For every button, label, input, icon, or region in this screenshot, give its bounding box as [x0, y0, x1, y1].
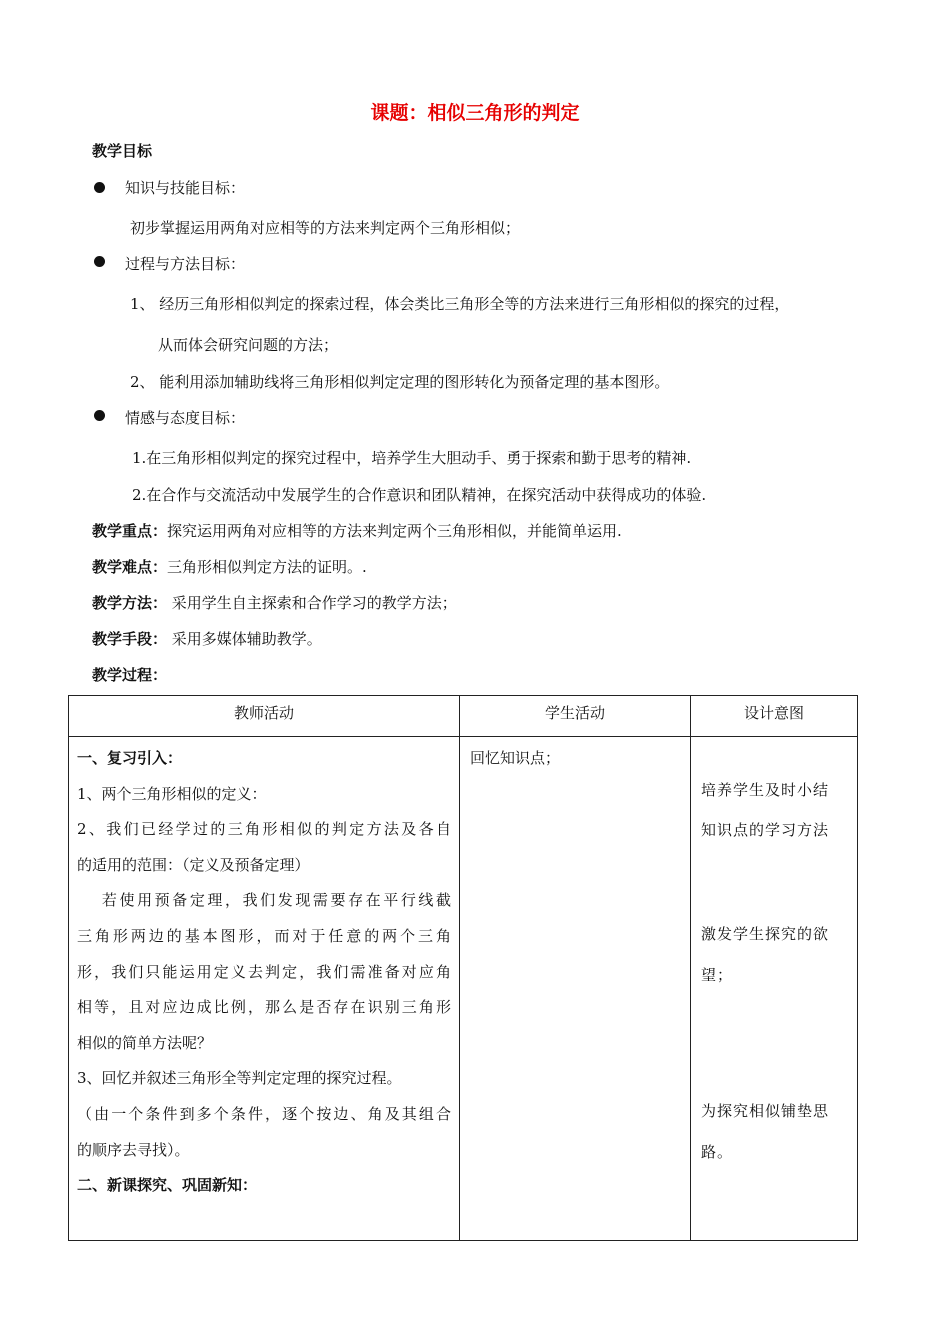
- teacher-line: 2、我们已经学过的三角形相似的判定方法及各自: [77, 820, 451, 839]
- method-text: 采用学生自主探索和合作学习的教学方法；: [167, 594, 457, 612]
- method: [92, 592, 457, 613]
- key-point-text: 探究运用两角对应相等的方法来判定两个三角形相似，并能简单运用.: [167, 522, 622, 540]
- objective-item: 初步掌握运用两角对应相等的方法来判定两个三角形相似；: [130, 219, 521, 237]
- difficulty: [92, 556, 367, 577]
- page-title: 课题：相似三角形的判定: [370, 102, 580, 124]
- teacher-line: 相似的简单方法呢？: [77, 1033, 213, 1052]
- teacher-line: 形，我们只能运用定义去判定，我们需准备对应角: [77, 962, 451, 981]
- teacher-line: 的适用的范围：（定义及预备定理）: [77, 855, 310, 874]
- design-note: 知识点的学习方法: [701, 821, 830, 839]
- key-point-label: 教学重点：: [92, 522, 168, 540]
- teacher-line: 3、回忆并叙述三角形全等判定定理的探究过程。: [77, 1069, 402, 1088]
- objective-label-attitude: 情感与态度目标：: [125, 409, 246, 427]
- teacher-activity-cell: [69, 737, 460, 1241]
- design-note: 培养学生及时小结: [701, 781, 830, 799]
- objective-item: 1.在三角形相似判定的探究过程中，培养学生大胆动手、勇于探索和勤于思考的精神.: [132, 449, 692, 467]
- design-intent-cell: [691, 737, 858, 1241]
- teacher-line: （由一个条件到多个条件，逐个按边、角及其组合: [77, 1104, 451, 1123]
- teacher-line: 三角形两边的基本图形，而对于任意的两个三角: [77, 926, 451, 945]
- header-teacher: 教师活动: [69, 696, 460, 737]
- process-heading: 教学过程：: [92, 666, 168, 684]
- objective-label-knowledge: 知识与技能目标：: [125, 179, 246, 197]
- objective-label-process: 过程与方法目标：: [125, 255, 246, 273]
- teacher-line: 一、复习引入：: [77, 749, 183, 767]
- teacher-line: 若使用预备定理，我们发现需要存在平行线截: [77, 891, 451, 910]
- design-note: 为探究相似铺垫思: [701, 1102, 830, 1120]
- objective-item: 1、 经历三角形相似判定的探索过程，体会类比三角形全等的方法来进行三角形相似的探究的过程，: [130, 295, 790, 313]
- objectives-heading: 教学目标: [92, 142, 153, 160]
- objective-item: 2.在合作与交流活动中发展学生的合作意识和团队精神，在探究活动中获得成功的体验.: [132, 486, 707, 504]
- teacher-line: 的顺序去寻找）。: [77, 1140, 190, 1159]
- difficulty-label: 教学难点：: [92, 558, 168, 576]
- header-student: 学生活动: [460, 696, 691, 737]
- teacher-line: 二、新课探究、巩固新知：: [77, 1176, 258, 1195]
- means-label: 教学手段：: [92, 630, 168, 648]
- bullet-icon: [94, 182, 105, 193]
- teacher-line: 1、两个三角形相似的定义：: [77, 784, 267, 803]
- key-point: [92, 520, 622, 541]
- bullet-icon: [94, 256, 105, 267]
- objective-item: 2、 能利用添加辅助线将三角形相似判定定理的图形转化为预备定理的基本图形。: [130, 373, 670, 391]
- bullet-icon: [94, 410, 105, 421]
- method-label: 教学方法：: [92, 594, 168, 612]
- header-design: 设计意图: [691, 696, 858, 737]
- student-activity-cell: [460, 737, 691, 1241]
- process-table: [68, 695, 858, 1241]
- difficulty-text: 三角形相似判定方法的证明。.: [167, 558, 367, 576]
- design-note: 激发学生探究的欲: [701, 925, 830, 943]
- teacher-line: 相等，且对应边成比例，那么是否存在识别三角形: [77, 998, 451, 1017]
- design-note: 望；: [701, 966, 734, 984]
- means: [92, 628, 322, 649]
- objective-item: 从而体会研究问题的方法；: [158, 336, 339, 354]
- design-note: 路。: [701, 1143, 734, 1161]
- means-text: 采用多媒体辅助教学。: [167, 630, 322, 648]
- student-activity-text: 回忆知识点；: [470, 749, 561, 767]
